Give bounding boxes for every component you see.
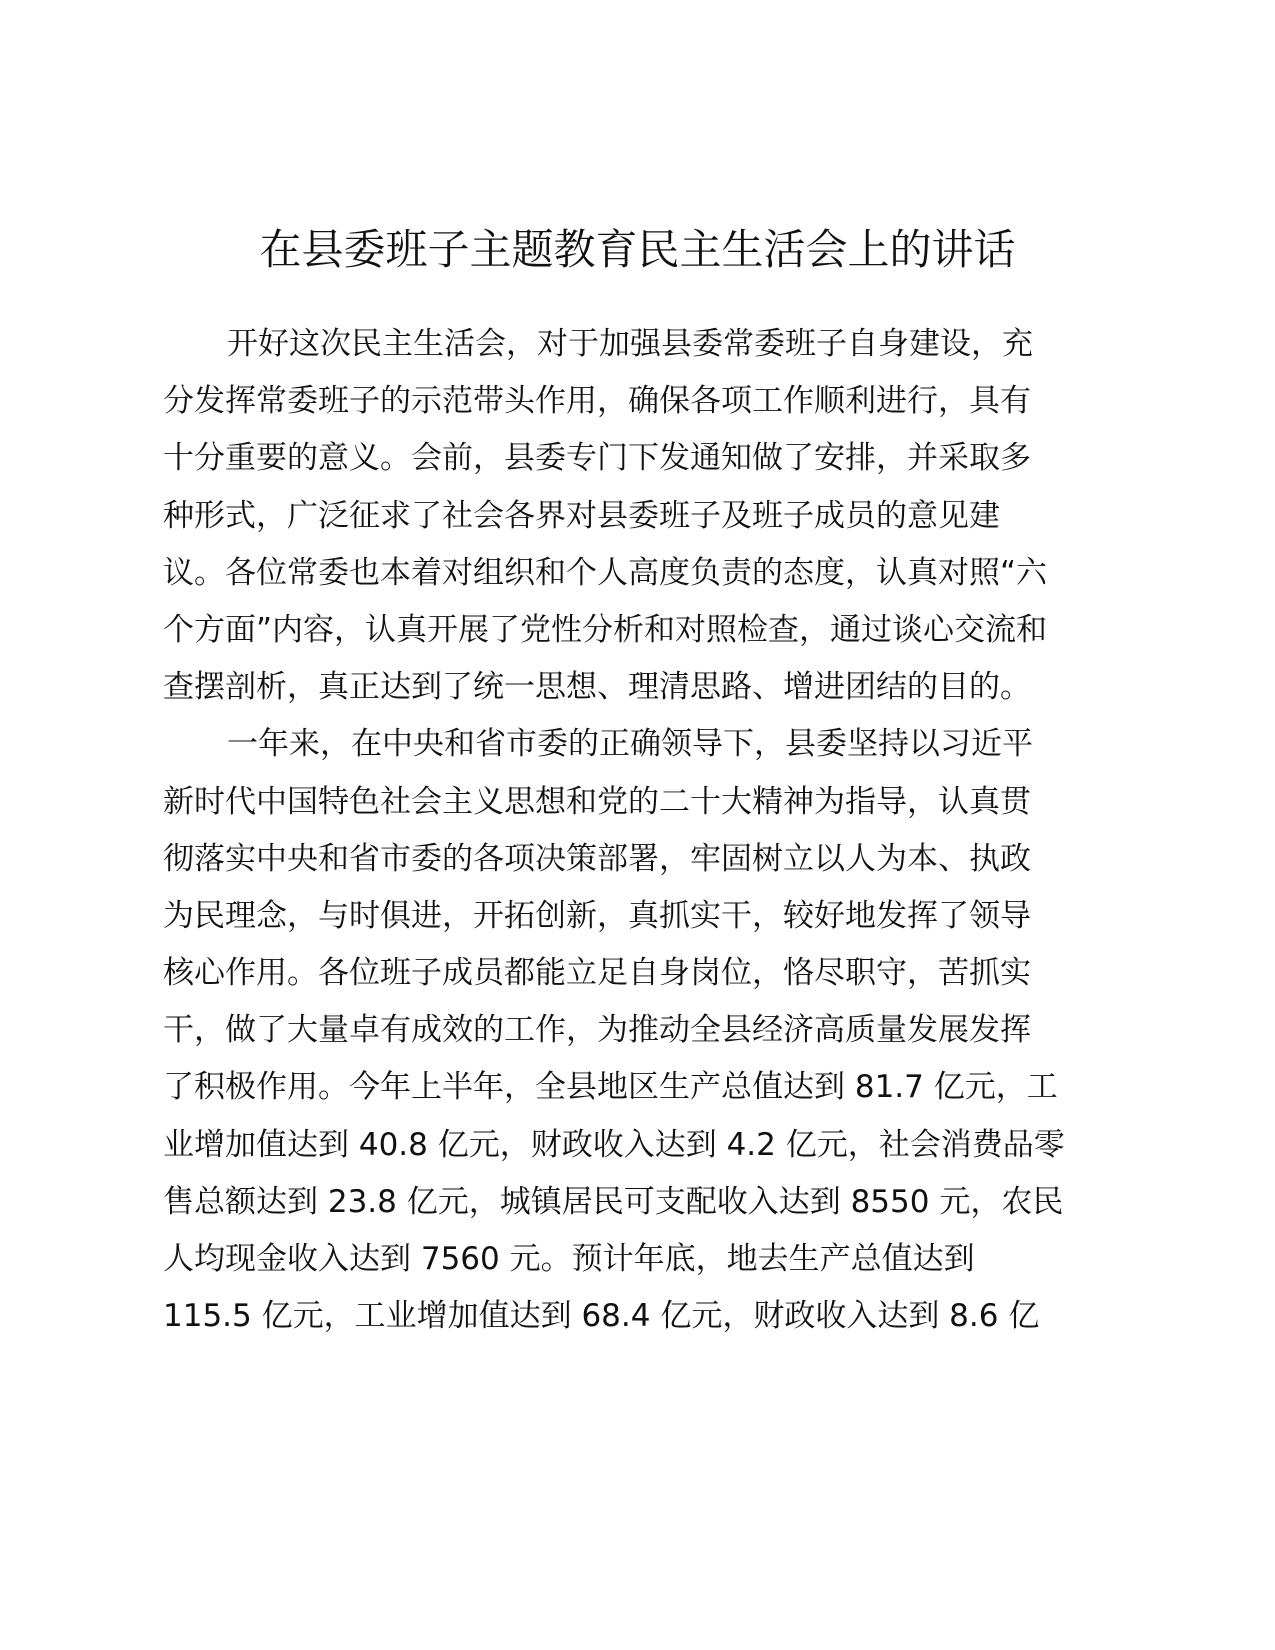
- document-body: [163, 316, 1113, 1345]
- paragraph-1-line-5: 议。各位常委也本着对组织和个人高度负责的态度，认真对照“六: [163, 554, 1048, 591]
- paragraph-2-line-7: 了积极作用。今年上半年，全县地区生产总值达到 81.7 亿元，工: [163, 1069, 1058, 1106]
- paragraph-2-line-5: 核心作用。各位班子成员都能立足自身岗位，恪尽职守，苦抓实: [163, 955, 1031, 992]
- paragraph-2-line-1: 一年来，在中央和省市委的正确领导下，县委坚持以习近平: [227, 726, 1033, 763]
- paragraph-2-line-11: 115.5 亿元，工业增加值达到 68.4 亿元，财政收入达到 8.6 亿: [163, 1298, 1040, 1335]
- paragraph-1-line-1: 开好这次民主生活会，对于加强县委常委班子自身建设，充: [227, 326, 1033, 362]
- paragraph-2-line-10: 人均现金收入达到 7560 元。预计年底，地去生产总值达到: [163, 1241, 975, 1277]
- paragraph-2-line-9: 售总额达到 23.8 亿元，城镇居民可支配收入达到 8550 元，农民: [163, 1183, 1064, 1220]
- document-title: 在县委班子主题教育民主生活会上的讲话: [259, 225, 1016, 274]
- paragraph-2-line-4: 为民理念，与时俱进，开拓创新，真抓实干，较好地发挥了领导: [163, 897, 1031, 934]
- paragraph-1-line-2: 分发挥常委班子的示范带头作用，确保各项工作顺利进行，具有: [163, 383, 1031, 420]
- paragraph-1-line-3: 十分重要的意义。会前，县委专门下发通知做了安排，并采取多: [163, 440, 1031, 477]
- paragraph-2-line-6: 干，做了大量卓有成效的工作，为推动全县经济高质量发展发挥: [163, 1012, 1031, 1049]
- paragraph-2-line-3: 彻落实中央和省市委的各项决策部署，牢固树立以人为本、执政: [163, 840, 1031, 877]
- paragraph-2-line-2: 新时代中国特色社会主义思想和党的二十大精神为指导，认真贯: [163, 783, 1031, 820]
- paragraph-2-line-8: 业增加值达到 40.8 亿元，财政收入达到 4.2 亿元，社会消费品零: [163, 1126, 1065, 1163]
- paragraph-1-line-6: 个方面”内容，认真开展了党性分析和对照检查，通过谈心交流和: [163, 611, 1048, 648]
- paragraph-1-line-7: 查摆剖析，真正达到了统一思想、理清思路、增进团结的目的。: [163, 669, 1031, 706]
- paragraph-1-line-4: 种形式，广泛征求了社会各界对县委班子及班子成员的意见建: [163, 497, 1000, 534]
